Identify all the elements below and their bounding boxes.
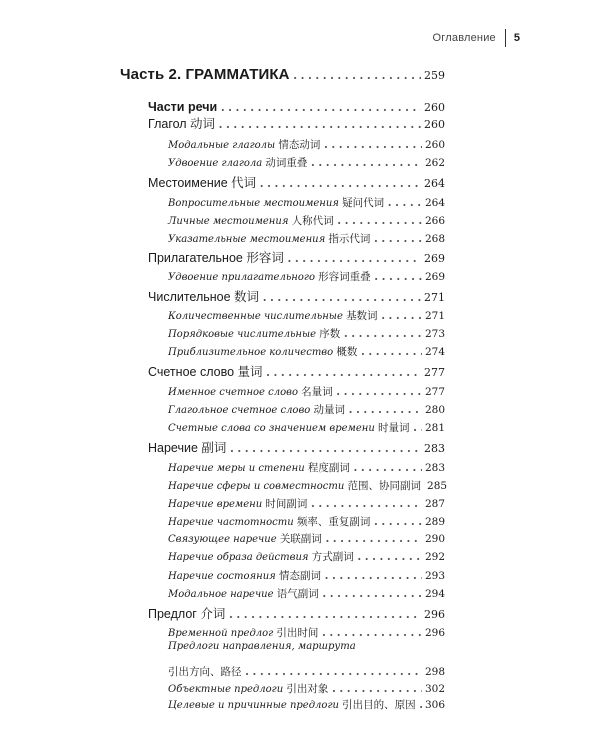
leader-dots — [321, 621, 422, 640]
toc-entry-chinese-term: 频率、重复副词 — [296, 516, 371, 528]
toc-entry-chinese-term: 引出时间 — [276, 627, 319, 639]
toc-entry-page: 262 — [424, 157, 445, 169]
toc-entry-title: Предлог 介词 — [148, 607, 226, 621]
toc-entry-page: 264 — [424, 197, 445, 209]
toc-entry-page: 281 — [424, 422, 445, 434]
leader-dots — [353, 456, 422, 475]
toc-subsection[interactable] — [168, 151, 445, 170]
toc-entry-title: Наречие времени 时间副词 — [168, 498, 308, 510]
toc-entry-page: 260 — [424, 139, 445, 151]
toc-entry-title: Именное счетное слово 名量词 — [168, 386, 333, 398]
toc-subsection[interactable] — [168, 304, 445, 323]
toc-entry-page: 264 — [424, 177, 445, 190]
leader-dots — [374, 265, 422, 284]
toc-entry-page: 283 — [424, 442, 445, 455]
toc-entry-chinese-term: 时间副词 — [265, 498, 308, 510]
toc-entry-chinese-term: 程度副词 — [307, 462, 350, 474]
toc-subsection[interactable] — [168, 545, 445, 564]
toc-subsection[interactable] — [168, 564, 445, 583]
leader-dots — [287, 247, 421, 266]
leader-dots — [337, 209, 422, 228]
toc-entry-chinese-term: 动量词 — [313, 404, 345, 416]
toc-entry-chinese-term: 概数 — [336, 346, 358, 358]
toc-entry-title: Вопросительные местоимения 疑问代词 — [168, 197, 385, 209]
toc-entry-title: Счетные слова со значением времени 时量词 — [168, 422, 410, 434]
toc-subsection[interactable] — [168, 456, 445, 475]
toc-entry-chinese-term: 时量词 — [377, 422, 410, 434]
toc-entry-chinese-term: 情态动词 — [278, 139, 321, 151]
toc-entry-title: Наречие образа действия 方式副词 — [168, 551, 354, 563]
toc-entry-chinese-term: 疑问代词 — [342, 197, 385, 209]
toc-subsection-first-line — [168, 641, 445, 652]
toc-entry-page: 283 — [424, 462, 445, 474]
leader-dots — [323, 133, 422, 152]
toc-entry-page: 298 — [424, 666, 445, 678]
toc-entry-page: 271 — [424, 291, 445, 304]
toc-entry-title: Прилагательное 形容词 — [148, 251, 284, 265]
toc-part-page: 259 — [424, 69, 445, 82]
toc-entry-chinese-term: 指示代词 — [328, 233, 371, 245]
toc-section[interactable] — [148, 113, 445, 132]
toc-entry-title: Предлоги направления, маршрута — [168, 641, 356, 652]
leader-dots — [325, 527, 422, 546]
toc-entry-chinese-term: 名量词 — [301, 386, 333, 398]
toc-entry-page: 260 — [424, 118, 445, 131]
toc-entry-chinese-term: 引出目的、原因 — [342, 699, 416, 711]
toc-entry-title: Части речи — [148, 100, 218, 114]
toc-subsection[interactable] — [168, 133, 445, 152]
toc-entry-chinese-term: 人称代词 — [291, 215, 334, 227]
toc-entry-title: Порядковые числительные 序数 — [168, 328, 341, 340]
toc-section[interactable] — [148, 247, 445, 266]
toc-entry-page: 273 — [424, 328, 445, 340]
toc-entry-page: 296 — [424, 608, 445, 621]
leader-dots — [293, 64, 421, 83]
toc-entry-title: Удвоение глагола 动词重叠 — [168, 157, 308, 169]
leader-dots — [387, 191, 422, 210]
leader-dots — [262, 286, 421, 305]
toc-subsection[interactable] — [168, 398, 445, 417]
leader-dots — [419, 693, 422, 712]
toc-entry-chinese-term: 形容词重叠 — [318, 271, 371, 283]
toc-entry-page: 269 — [424, 271, 445, 283]
toc-entry-chinese-term: 序数 — [319, 328, 341, 340]
toc-section[interactable] — [148, 172, 445, 191]
toc-entry-title: Наречие частотности 频率、重复副词 — [168, 516, 371, 528]
leader-dots — [373, 227, 422, 246]
leader-dots — [336, 380, 422, 399]
toc-subsection[interactable] — [168, 322, 445, 341]
leader-dots — [310, 492, 422, 511]
toc-entry-title: Удвоение прилагательного 形容词重叠 — [168, 271, 371, 283]
leader-dots — [360, 340, 422, 359]
toc-subsection[interactable] — [168, 527, 445, 546]
toc-subsection[interactable] — [168, 621, 445, 640]
toc-entry-chinese-term: 情态副词 — [278, 570, 321, 582]
leader-dots — [381, 304, 422, 323]
page-number: 5 — [513, 32, 520, 44]
toc-entry-chinese-term: 语气副词 — [276, 588, 319, 600]
toc-subsection[interactable] — [168, 380, 445, 399]
toc-subsection[interactable] — [168, 492, 445, 511]
toc-entry-page: 269 — [424, 252, 445, 265]
toc-entry-title: Наречие 副词 — [148, 441, 227, 455]
toc-entry-page: 306 — [424, 699, 445, 711]
toc-entry-title: Целевые и причинные предлоги 引出目的、原因 — [168, 699, 416, 711]
toc-entry-page: 260 — [424, 101, 445, 114]
toc-entry-title: Личные местоимения 人称代词 — [168, 215, 334, 227]
toc-section[interactable] — [148, 437, 445, 456]
toc-entry-title: Глагольное счетное слово 动量词 — [168, 404, 345, 416]
toc-entry-title: Местоимение 代词 — [148, 176, 257, 190]
toc-entry-page: 302 — [424, 683, 445, 695]
toc-entry-title: Глагол 动词 — [148, 117, 216, 131]
toc-entry-chinese-term: 范围、协同副词 — [347, 480, 422, 492]
toc-entry-page: 296 — [424, 627, 445, 639]
toc-entry-title: Связующее наречие 关联副词 — [168, 533, 322, 545]
leader-dots — [412, 416, 421, 435]
toc-entry-title: Модальные глаголы 情态动词 — [168, 139, 321, 151]
toc-subsection[interactable] — [168, 474, 448, 493]
toc-subsection[interactable] — [168, 340, 445, 359]
toc-entry-title: Наречие сферы и совместности 范围、协同副词 — [168, 480, 422, 492]
toc-entry-chinese-term: 引出方向、路径 — [168, 666, 242, 678]
toc-entry-title: Наречие состояния 情态副词 — [168, 570, 321, 582]
toc-part-title: Часть 2. ГРАММАТИКА — [120, 66, 290, 83]
toc-entry-page: 294 — [424, 588, 445, 600]
toc-entry-chinese-term: 动词重叠 — [265, 157, 308, 169]
toc-entry-title: Количественные числительные 基数词 — [168, 310, 378, 322]
toc-subsection[interactable] — [168, 191, 445, 210]
running-head-title: Оглавление — [432, 32, 496, 44]
toc-entry-page: 287 — [424, 498, 445, 510]
toc-subsection[interactable] — [168, 265, 445, 284]
leader-dots — [357, 545, 422, 564]
toc-subsection[interactable] — [168, 582, 445, 601]
leader-dots — [259, 172, 421, 191]
toc-entry-page: 285 — [427, 480, 448, 492]
toc-entry-page: 277 — [424, 386, 445, 398]
toc-subsection[interactable] — [168, 209, 445, 228]
toc-entry-title: Указательные местоимения 指示代词 — [168, 233, 371, 245]
toc-entry-page: 277 — [424, 366, 445, 379]
toc-subsection[interactable] — [168, 693, 445, 712]
leader-dots — [310, 151, 422, 170]
toc-entry-title: Модальное наречие 语气副词 — [168, 588, 319, 600]
toc-entry-page: 292 — [424, 551, 445, 563]
toc-entry-page: 266 — [424, 215, 445, 227]
leader-dots — [266, 361, 421, 380]
toc-entry-title: Временной предлог 引出时间 — [168, 627, 319, 639]
toc-entry-chinese-term: 方式副词 — [311, 551, 354, 563]
leader-dots — [324, 564, 422, 583]
toc-entry-page: 289 — [424, 516, 445, 528]
toc-entry-page: 268 — [424, 233, 445, 245]
toc-entry-page: 293 — [424, 570, 445, 582]
toc-entry-title: Объектные предлоги 引出对象 — [168, 683, 329, 695]
toc-subsection[interactable] — [168, 416, 445, 435]
toc-subsection[interactable] — [168, 227, 445, 246]
leader-dots — [343, 322, 422, 341]
toc-section[interactable] — [148, 603, 445, 622]
toc-entry-page: 274 — [424, 346, 445, 358]
toc-entry-title: Числительное 数词 — [148, 290, 260, 304]
toc-entry-chinese-term: 基数词 — [346, 310, 378, 322]
toc-entry-chinese-term: 引出对象 — [286, 683, 329, 695]
leader-dots — [348, 398, 422, 417]
toc-entry-page: 290 — [424, 533, 445, 545]
toc-part-heading[interactable] — [120, 64, 445, 83]
leader-dots — [229, 437, 421, 456]
toc-entry-chinese-term: 关联副词 — [279, 533, 322, 545]
toc-section[interactable] — [148, 361, 445, 380]
toc-entry-title: Счетное слово 量词 — [148, 365, 263, 379]
toc-entry-page: 280 — [424, 404, 445, 416]
toc-entry-title: Приблизительное количество 概数 — [168, 346, 358, 358]
toc-entry-title: Наречие меры и степени 程度副词 — [168, 462, 350, 474]
leader-dots — [322, 582, 422, 601]
leader-dots — [228, 603, 421, 622]
toc-entry-page: 271 — [424, 310, 445, 322]
toc-section[interactable] — [148, 286, 445, 305]
leader-dots — [218, 113, 421, 132]
